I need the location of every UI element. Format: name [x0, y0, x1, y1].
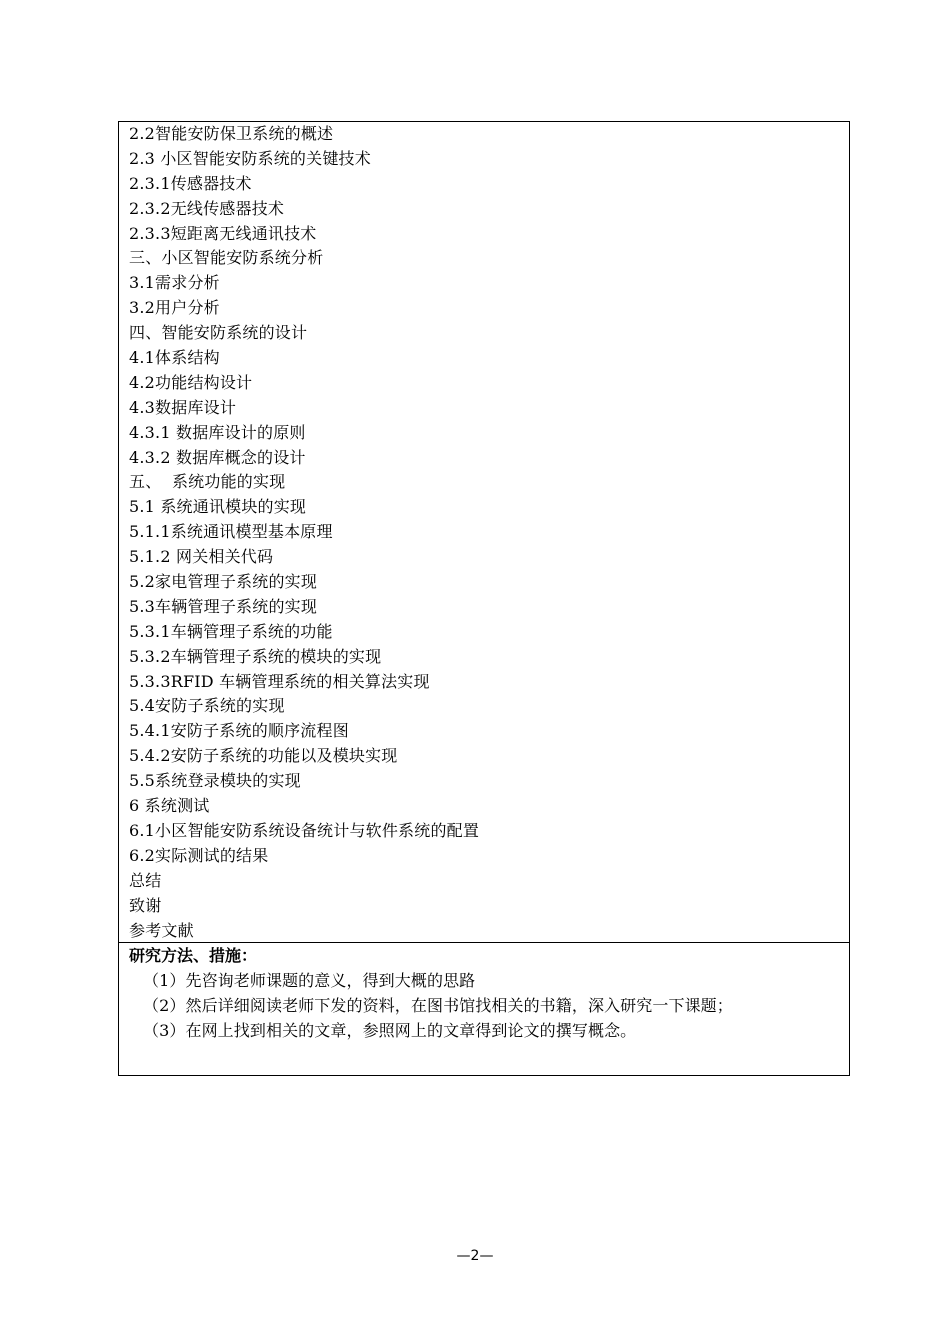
outline-item: 五、 系统功能的实现: [129, 472, 286, 492]
outline-item: 5.4安防子系统的实现: [129, 696, 285, 716]
outline-item: 6.2实际测试的结果: [129, 845, 269, 865]
outline-item: 5.2家电管理子系统的实现: [129, 572, 318, 592]
outline-item: 4.2功能结构设计: [129, 372, 253, 392]
methods-list: [129, 968, 849, 1043]
outline-item: 5.3.1车辆管理子系统的功能: [129, 621, 333, 641]
form-table: [118, 121, 850, 1076]
outline-item: 5.1.1系统通讯模型基本原理: [129, 522, 333, 542]
outline-item: 5.4.1安防子系统的顺序流程图: [129, 721, 349, 741]
outline-item: 5.3车辆管理子系统的实现: [129, 596, 318, 616]
outline-item: 总结: [129, 870, 162, 890]
outline-item: 5.1.2 网关相关代码: [129, 547, 274, 567]
outline-item: 致谢: [129, 895, 162, 915]
methods-heading: 研究方法、措施：: [129, 946, 258, 965]
outline-item: 4.3.2 数据库概念的设计: [129, 447, 306, 467]
outline-item: 2.2智能安防保卫系统的概述: [129, 124, 334, 143]
outline-item: 3.1需求分析: [129, 273, 220, 293]
outline-item: 四、智能安防系统的设计: [129, 323, 308, 343]
outline-item: 6 系统测试: [129, 796, 210, 816]
outline-item: 2.3.2无线传感器技术: [129, 198, 285, 218]
outline-item: 4.3.1 数据库设计的原则: [129, 422, 306, 442]
outline-item: 4.3数据库设计: [129, 397, 237, 417]
outline-item: 5.3.2车辆管理子系统的模块的实现: [129, 646, 382, 666]
page-number: —2—: [456, 1248, 494, 1264]
outline-item: 三、小区智能安防系统分析: [129, 248, 324, 268]
methods-item: （3）在网上找到相关的文章，参照网上的文章得到论文的撰写概念。: [143, 1021, 637, 1040]
methods-item: （1）先咨询老师课题的意义，得到大概的思路: [143, 971, 476, 990]
outline-item: 5.5系统登录模块的实现: [129, 771, 301, 791]
outline-list: [129, 122, 849, 943]
methods-item: （2）然后详细阅读老师下发的资料，在图书馆找相关的书籍，深入研究一下课题；: [143, 996, 733, 1015]
outline-item: 3.2用户分析: [129, 298, 220, 318]
outline-item: 参考文献: [129, 920, 194, 940]
outline-item: 2.3.3短距离无线通讯技术: [129, 223, 317, 243]
outline-item: 5.3.3RFID 车辆管理系统的相关算法实现: [129, 671, 430, 691]
outline-item: 2.3 小区智能安防系统的关键技术: [129, 148, 371, 168]
outline-item: 4.1体系结构: [129, 348, 220, 368]
outline-item: 6.1小区智能安防系统设备统计与软件系统的配置: [129, 820, 480, 840]
outline-item: 2.3.1传感器技术: [129, 173, 252, 193]
methods-cell: [119, 943, 849, 1075]
outline-item: 5.1 系统通讯模块的实现: [129, 497, 307, 517]
outline-cell: [119, 122, 849, 943]
outline-item: 5.4.2安防子系统的功能以及模块实现: [129, 746, 398, 766]
